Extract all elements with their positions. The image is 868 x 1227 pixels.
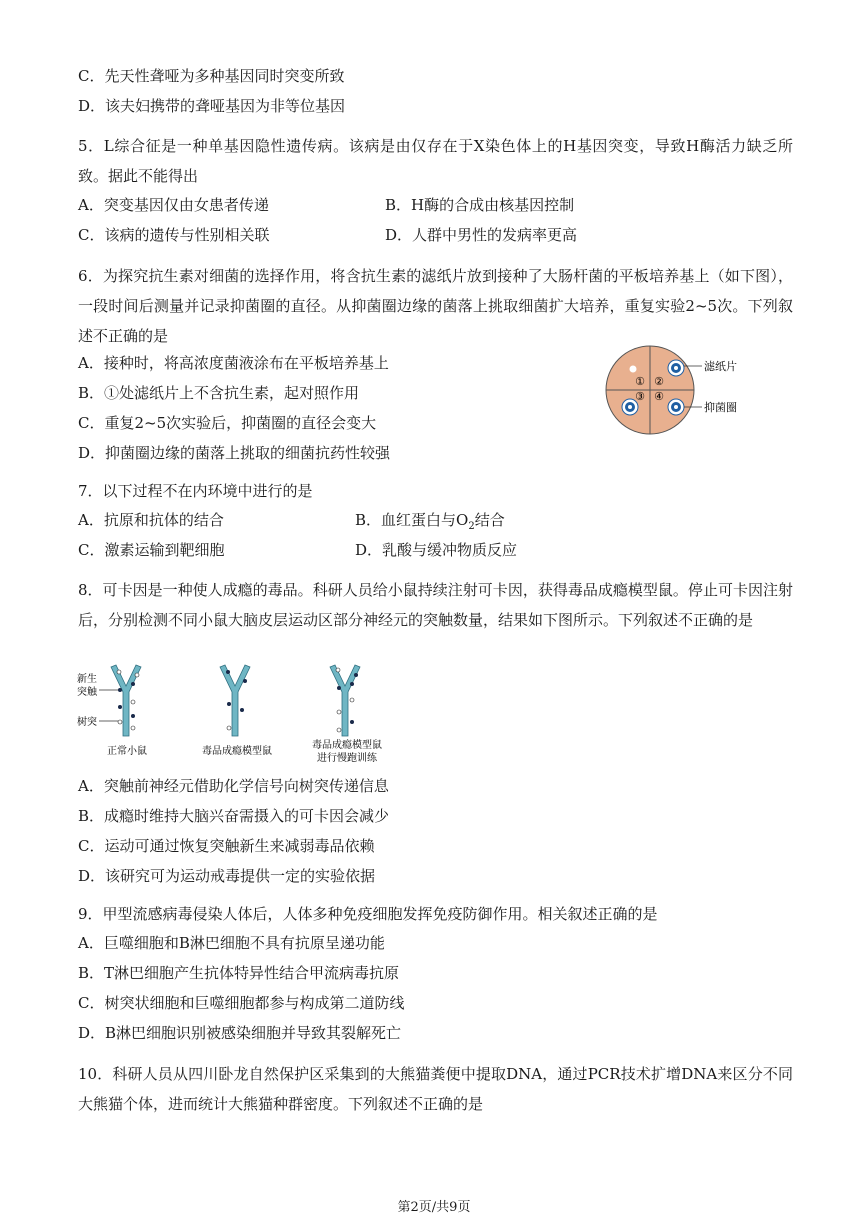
q8-option-d: D．该研究可为运动戒毒提供一定的实验依据 [78,867,376,885]
label-new-synapse-line2: 突触 [77,687,97,698]
q6-petri-plate-figure [600,340,770,440]
q8-synapse-figure [75,662,415,764]
q10-stem: 10．科研人员从四川卧龙自然保护区采集到的大熊猫粪便中提取DNA，通过PCR技术扩增DNA来区分不同大熊猫个体，进而统计大熊猫种群密度。下列叙述不正确的是 [78,1065,793,1113]
q7-option-b: B．血红蛋白与$O_2$结合 [355,511,505,532]
q5-stem: 5．L综合征是一种单基因隐性遗传病。该病是由仅存在于X染色体上的H基因突变，导致H酶活力缺乏所致。据此不能得出 [78,137,793,185]
q7-option-a: A．抗原和抗体的结合 [78,511,224,529]
caption-trained-line2: 进行慢跑训练 [317,753,377,764]
q9-option-d: D．B淋巴细胞识别被感染细胞并导致其裂解死亡 [78,1024,402,1042]
q9-stem: 9．甲型流感病毒侵染人体后，人体多种免疫细胞发挥免疫防御作用。相关叙述正确的是 [78,905,658,923]
q4-option-c: C．先天性聋哑为多种基因同时突变所致 [78,67,345,85]
caption-model-mouse: 毒品成瘾模型鼠 [202,746,272,757]
q6-option-a: A．接种时，将高浓度菌液涂布在平板培养基上 [78,354,389,372]
label-filter-paper: 滤纸片 [704,360,737,373]
q7-stem: 7．以下过程不在内环境中进行的是 [78,482,313,500]
q9-option-b: B．T淋巴细胞产生抗体特异性结合甲流病毒抗原 [78,964,400,982]
caption-trained-line1: 毒品成瘾模型鼠 [312,740,382,751]
label-dendrite: 树突 [77,717,97,728]
q9-option-c: C．树突状细胞和巨噬细胞都参与构成第二道防线 [78,994,405,1012]
q4-option-d: D．该夫妇携带的聋哑基因为非等位基因 [78,97,346,115]
quadrant-label-1: ① [635,375,645,388]
q6-option-b: B．①处滤纸片上不含抗生素，起对照作用 [78,384,360,402]
q6-option-c: C．重复2~5次实验后，抑菌圈的直径会变大 [78,414,377,432]
q5-option-a: A．突变基因仅由女患者传递 [78,196,269,214]
quadrant-label-4: ④ [654,390,664,403]
dendrite-trained-mouse [330,665,360,736]
q7-option-d: D．乳酸与缓冲物质反应 [355,541,518,559]
caption-normal-mouse: 正常小鼠 [107,746,147,757]
filter-paper-blank [630,366,637,373]
q8-option-a: A．突触前神经元借助化学信号向树突传递信息 [78,777,389,795]
q8-option-c: C．运动可通过恢复突触新生来减弱毒品依赖 [78,837,375,855]
q6-option-d: D．抑菌圈边缘的菌落上挑取的细菌抗药性较强 [78,444,391,462]
q8-stem: 8．可卡因是一种使人成瘾的毒品。科研人员给小鼠持续注射可卡因，获得毒品成瘾模型鼠。停止可卡因注射后，分别检测不同小鼠大脑皮层运动区部分神经元的突触数量，结果如下图所示。下列叙述不正确的是 [78,581,793,629]
quadrant-label-3: ③ [635,390,645,403]
q5-option-c: C．该病的遗传与性别相关联 [78,226,270,244]
q5-option-d: D．人群中男性的发病率更高 [385,226,578,244]
label-new-synapse-line1: 新生 [77,674,97,685]
q5-option-b: B．H酶的合成由核基因控制 [385,196,575,214]
dendrite-normal-mouse [111,665,141,736]
quadrant-label-2: ② [654,375,664,388]
q8-option-b: B．成瘾时维持大脑兴奋需摄入的可卡因会减少 [78,807,390,825]
q7-option-c: C．激素运输到靶细胞 [78,541,225,559]
label-inhibition-zone: 抑菌圈 [704,401,737,414]
q9-option-a: A．巨噬细胞和B淋巴细胞不具有抗原呈递功能 [78,934,385,952]
dendrite-model-mouse [220,665,250,736]
page-number: 第2页/共9页 [397,1200,471,1215]
q6-stem: 6．为探究抗生素对细菌的选择作用，将含抗生素的滤纸片放到接种了大肠杆菌的平板培养基上（如下图），一段时间后测量并记录抑菌圈的直径。从抑菌圈边缘的菌落上挑取细菌扩大培养，重复实验2~5次。下列叙述不正确的是 [78,267,793,345]
